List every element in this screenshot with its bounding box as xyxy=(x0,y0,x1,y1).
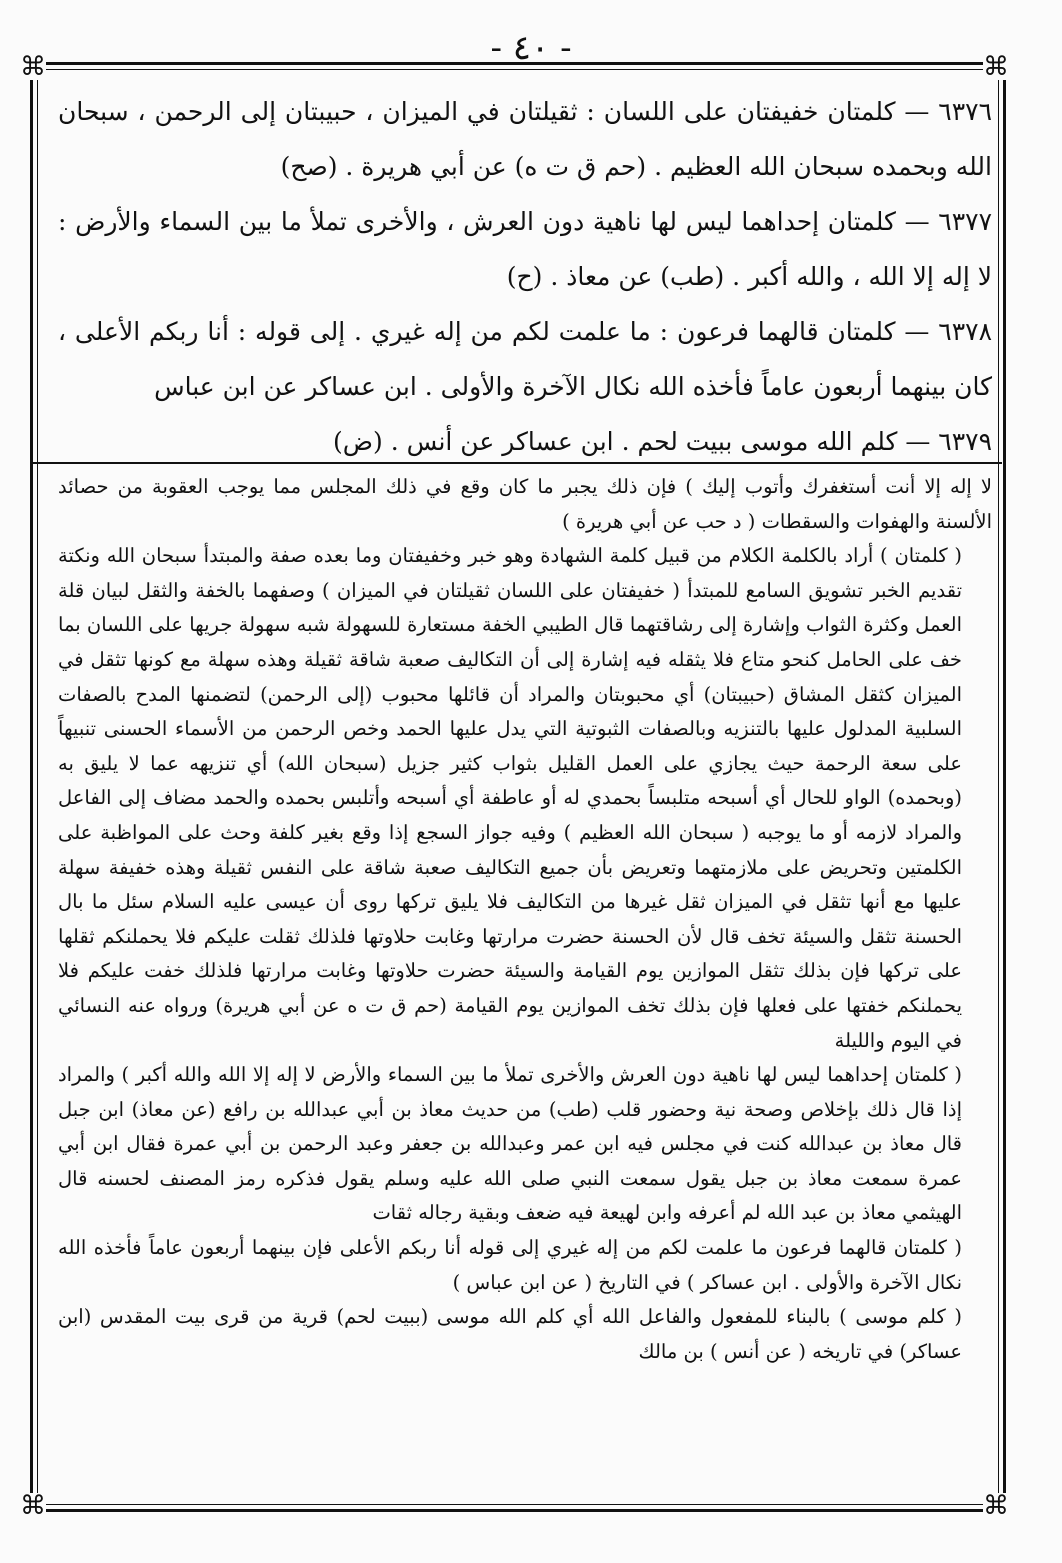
hadith-6379: ٦٣٧٩ — كلم الله موسى ببيت لحم . ابن عساكر عن أنس . (ض) xyxy=(333,427,992,456)
commentary-paragraph: ( كلمتان ) أراد بالكلمة الكلام من قبيل كلمة الشهادة وهو خبر وخفيفتان وما بعده صفة والمبتدأ سبحان الله ونكتة تقديم الخبر تشويق السامع للمبتدأ ( خفيفتان على اللسان ثقيلتان في الميزان ) وصفهما بالخفة والثقل لبيان قلة العمل وكثرة الثواب وإشارة إلى رشاقتهما قال الطيبي الخفة مستعارة للسهولة شبه سهولة جريها على اللسان بما خف على الحامل كنحو متاع فلا يثقله فيه إشارة إلى أن التكاليف صعبة شاقة ثقيلة وهذه سهلة مع كونها تثقل في الميزان كثقل المشاق (حبيبتان) أي محبوبتان والمراد أن قائلها محبوب (إلى الرحمن) لتضمنها المدح بالصفات السلبية المدلول عليها بالتنزيه وبالصفات الثبوتية التي يدل عليها الحمد وخص الرحمن من الأسماء الحسنى تنبيهاً على سعة الرحمة حيث يجازي على العمل القليل بثواب كثير جزيل (سبحان الله) أي تنزيهه عما لا يليق به (وبحمده) الواو للحال أي أسبحه متلبساً بحمدي له أو عاطفة أي أسبحه وأتلبس بحمده والحمد مضاف إلى الفاعل والمراد لازمه أو ما يوجبه ( سبحان الله العظيم ) وفيه جواز السجع إذا وقع بغير كلفة وحث على المواظبة على الكلمتين وتحريض على ملازمتهما وتعريض بأن جميع التكاليف صعبة شاقة على النفس ثقيلة وهذه خفيفة سهلة عليها مع أنها تثقل في الميزان ثقل غيرها من التكاليف فلا يليق تركها روى أن عيسى عليه السلام سئل ما بال الحسنة تثقل والسيئة تخف قال لأن الحسنة حضرت مرارتها وغابت حلاوتها فلذلك ثقلت عليكم فلا يحملنكم ثقلها على تركها فإن بذلك تثقل الموازين يوم القيامة والسيئة حضرت حلاوتها وغابت مرارتها فلذلك خفت عليكم فلا يحملنكم خفتها على فعلها فإن بذلك تخف الموازين يوم القيامة (حم ق ت ه عن أبي هريرة) ورواه عنه النسائي في اليوم والليلة xyxy=(58,544,962,1052)
corner-ornament-icon: ⌘ xyxy=(20,52,46,82)
commentary-paragraph: ( كلم موسى ) بالبناء للمفعول والفاعل الله أي كلم الله موسى (ببيت لحم) قرية من قرى بيت المقدس (ابن عساكر) في تاريخه ( عن أنس ) بن مالك xyxy=(58,1305,962,1363)
hadith-6376: ٦٣٧٦ — كلمتان خفيفتان على اللسان : ثقيلتان في الميزان ، حبيبتان إلى الرحمن ، سبحان الله وبحمده سبحان الله العظيم . (حم ق ت ه) عن أبي هريرة . (صح) xyxy=(58,97,992,181)
hadith-6378: ٦٣٧٨ — كلمتان قالهما فرعون : ما علمت لكم من إله غيري . إلى قوله : أنا ربكم الأعلى ، كان بينهما أربعون عاماً فأخذه الله نكال الآخرة والأولى . ابن عساكر عن ابن عباس xyxy=(58,317,992,401)
hadith-section xyxy=(58,84,992,469)
commentary-paragraph: ( كلمتان قالهما فرعون ما علمت لكم من إله غيري إلى قوله أنا ربكم الأعلى فإن بينهما أربعون عاماً فأخذه الله نكال الآخرة والأولى . ابن عساكر ) في التاريخ ( عن ابن عباس ) xyxy=(58,1236,962,1294)
hadith-6377: ٦٣٧٧ — كلمتان إحداهما ليس لها ناهية دون العرش ، والأخرى تملأ ما بين السماء والأرض : لا إله إلا الله ، والله أكبر . (طب) عن معاذ . (ح) xyxy=(58,207,992,291)
commentary-section xyxy=(58,470,992,1369)
corner-ornament-icon: ⌘ xyxy=(20,1491,46,1521)
commentary-paragraph: ( كلمتان إحداهما ليس لها ناهية دون العرش والأخرى تملأ ما بين السماء والأرض لا إله إلا الله والله أكبر ) والمراد إذا قال ذلك بإخلاص وصحة نية وحضور قلب (طب) من حديث معاذ بن أبي عبدالله بن رافع (عن معاذ) ابن جبل قال معاذ بن عبدالله كنت في مجلس فيه ابن عمر وعبدالله بن جعفر وعبد الرحمن بن أبي عمرة فقال ابن أبي عمرة سمعت معاذ بن جبل يقول سمعت النبي صلى الله عليه وسلم يقول فذكره رمز المصنف لحسنه قال الهيثمي معاذ بن عبد الله لم أعرفه وابن لهيعة فيه ضعف وبقية رجاله ثقات xyxy=(58,1063,962,1225)
page-number: - ٤٠ - xyxy=(490,28,572,68)
corner-ornament-icon: ⌘ xyxy=(983,1491,1009,1521)
commentary-paragraph: لا إله إلا أنت أستغفرك وأتوب إليك ) فإن ذلك يجبر ما كان وقع في ذلك المجلس مما يوجب العقوبة من حصائد الألسنة والهفوات والسقطات ( د حب عن أبي هريرة ) xyxy=(58,475,992,533)
corner-ornament-icon: ⌘ xyxy=(983,52,1009,82)
section-divider xyxy=(30,462,1002,464)
